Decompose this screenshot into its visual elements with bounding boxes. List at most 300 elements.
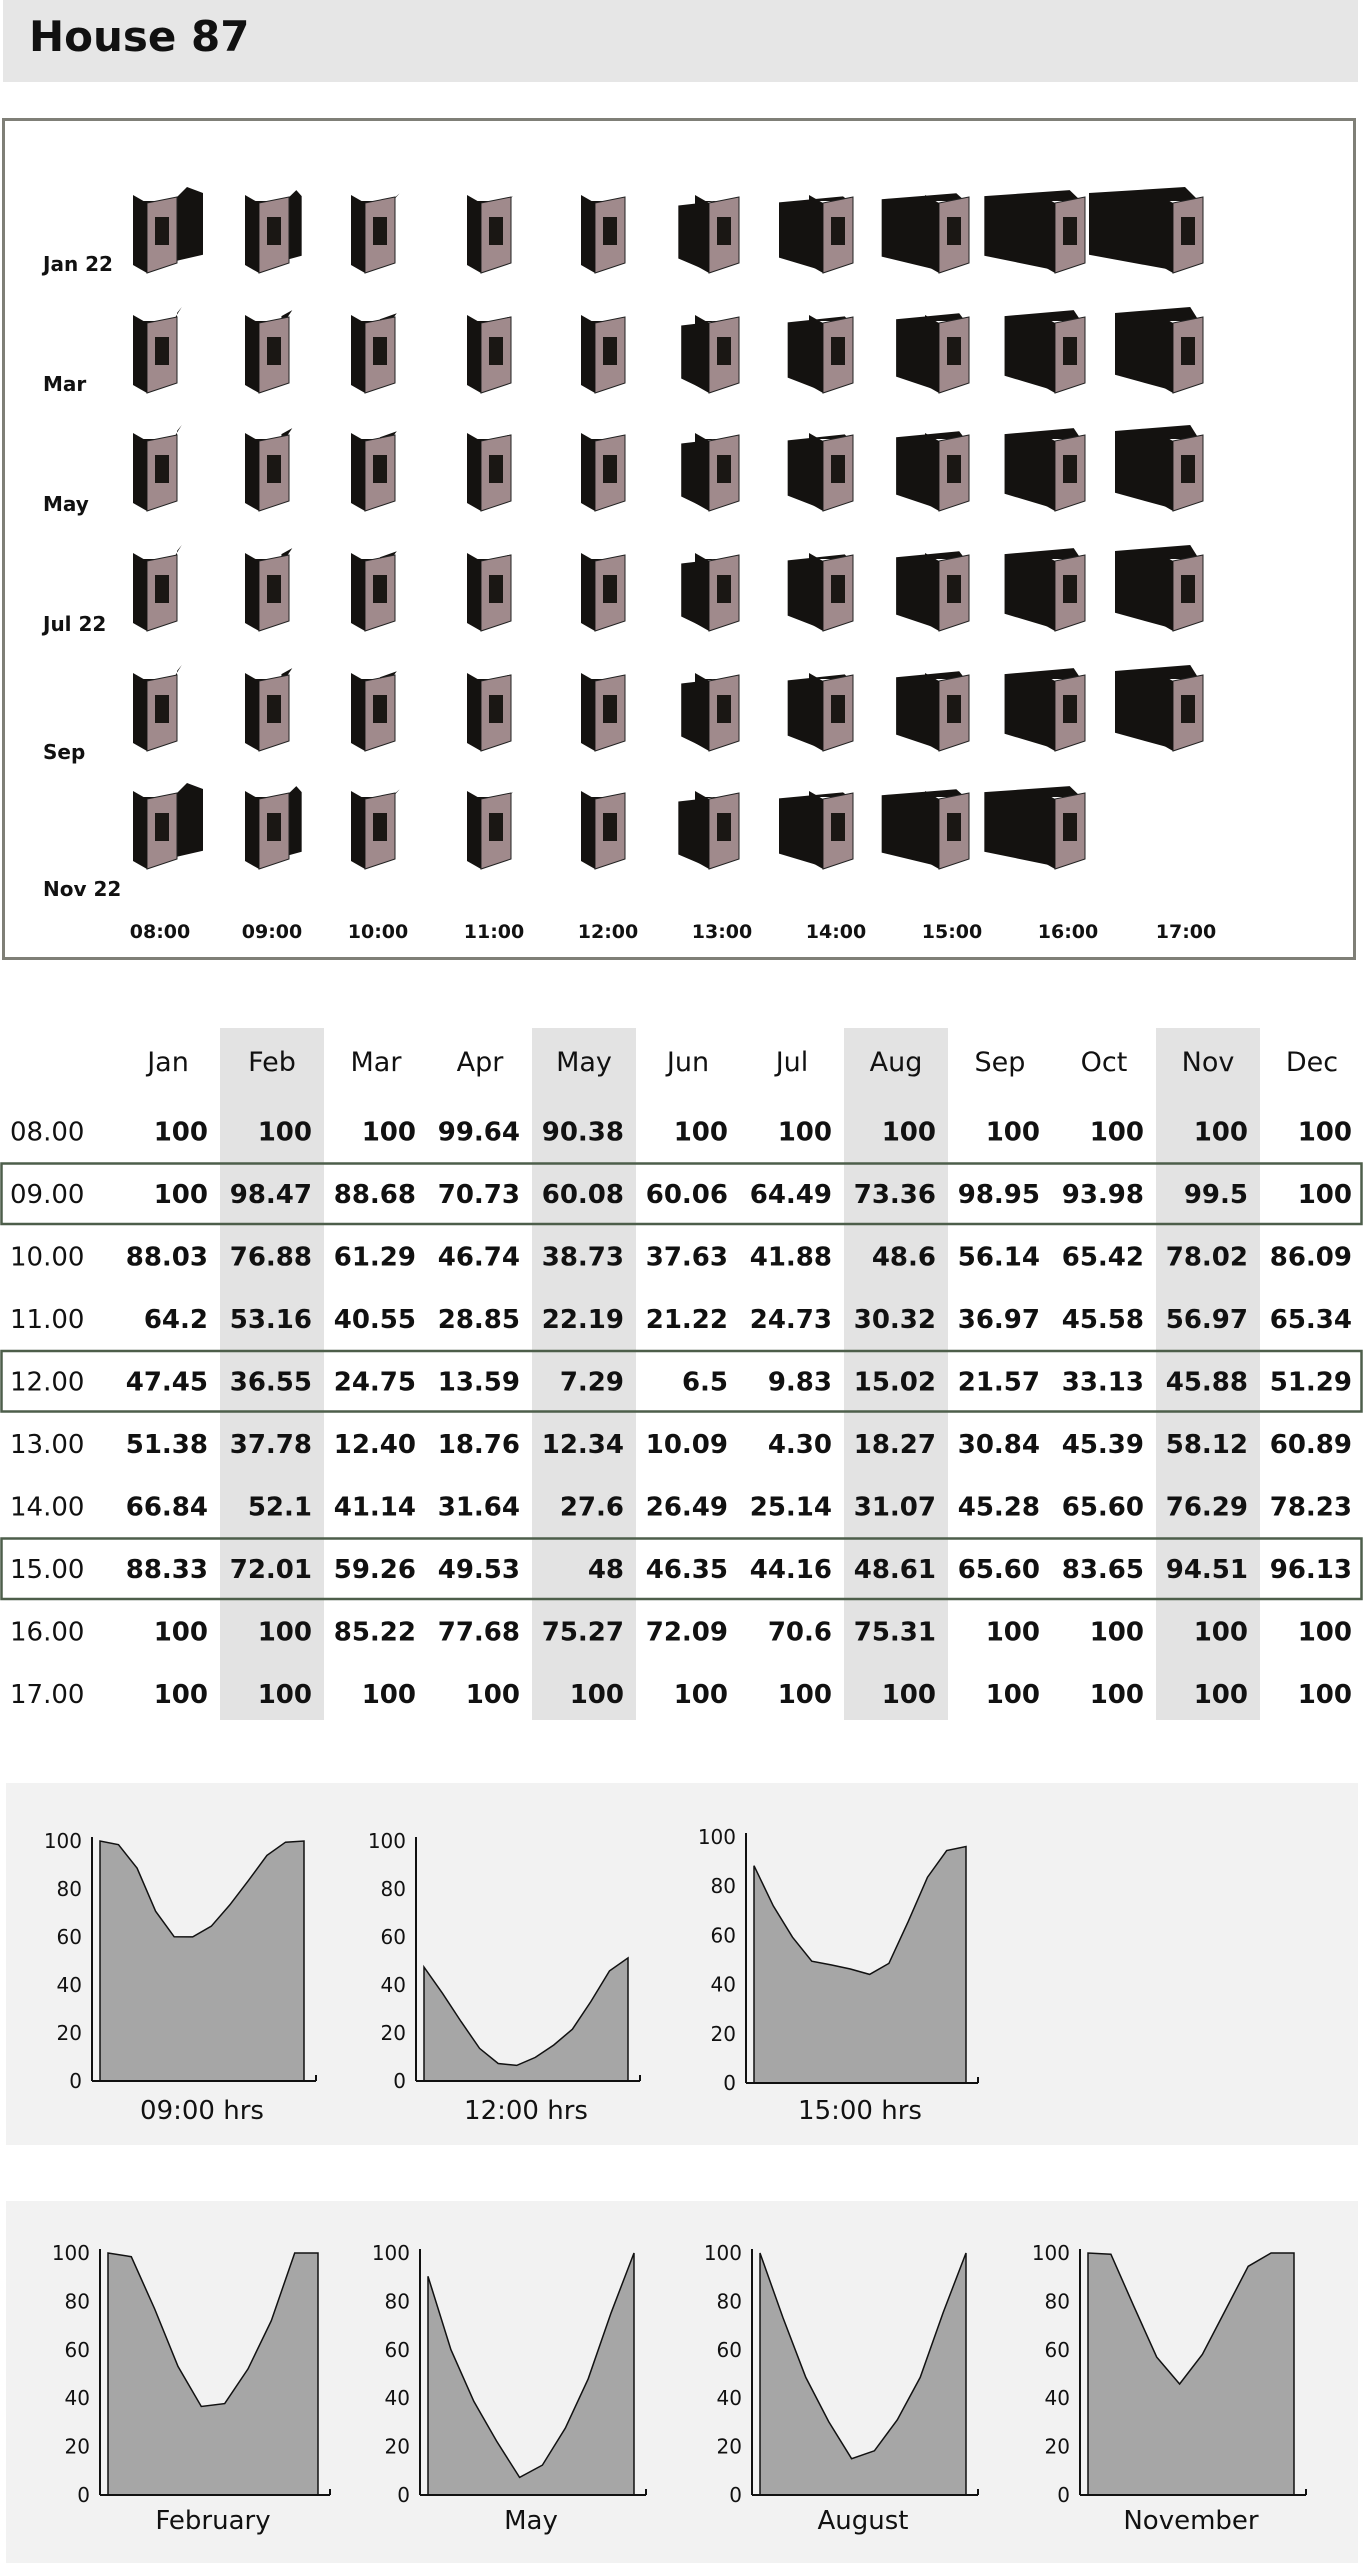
- massing-model: [1115, 545, 1203, 631]
- massing-model: [245, 668, 292, 751]
- house-side: [925, 553, 939, 631]
- massing-model: [882, 789, 969, 869]
- house-side: [809, 433, 823, 511]
- massing-model: [351, 789, 400, 869]
- table-cell: 100: [569, 1679, 624, 1710]
- chart-caption: November: [1123, 2506, 1259, 2536]
- massing-model: [779, 791, 853, 869]
- house-side: [925, 791, 939, 869]
- chart-caption: February: [155, 2506, 271, 2536]
- house-opening: [1181, 217, 1195, 245]
- y-tick-label: 20: [1044, 2434, 1070, 2459]
- time-row-header: 12.00: [10, 1367, 85, 1398]
- table-cell: 88.68: [333, 1179, 416, 1210]
- table-cell: 100: [985, 1617, 1040, 1648]
- table-cell: 26.49: [645, 1492, 728, 1523]
- table-cell: 100: [881, 1117, 936, 1148]
- table-cell: 45.39: [1061, 1429, 1144, 1460]
- massing-model: [581, 673, 625, 751]
- house-opening: [373, 337, 387, 365]
- table-cell: 60.06: [645, 1179, 728, 1210]
- table-cell: 100: [257, 1117, 312, 1148]
- table-cell: 51.29: [1269, 1367, 1352, 1398]
- house-side: [133, 791, 147, 869]
- house-side: [351, 195, 365, 273]
- massing-model: [351, 671, 397, 751]
- table-cell: 30.84: [957, 1429, 1040, 1460]
- table-cell: 78.23: [1269, 1492, 1352, 1523]
- table-cell: 6.5: [681, 1367, 728, 1398]
- time-row-header: 14.00: [10, 1492, 85, 1523]
- massing-model: [351, 193, 400, 273]
- house-opening: [373, 813, 387, 841]
- house-opening: [1181, 337, 1195, 365]
- area-chart: [698, 1825, 978, 2126]
- massing-model: [896, 431, 969, 511]
- table-cell: 40.55: [333, 1304, 416, 1335]
- table-cell: 66.84: [125, 1492, 208, 1523]
- table-cell: 24.75: [333, 1367, 416, 1398]
- y-tick-label: 100: [1031, 2241, 1070, 2265]
- y-tick-label: 80: [716, 2289, 742, 2314]
- y-tick-label: 0: [69, 2069, 82, 2093]
- table-cell: 25.14: [749, 1492, 832, 1523]
- massing-model: [467, 791, 513, 869]
- house-opening: [155, 337, 169, 365]
- shadow-study-grid: [5, 121, 1353, 957]
- house-side: [1041, 433, 1055, 511]
- massing-model: [681, 315, 739, 393]
- massing-model: [467, 195, 513, 273]
- table-cell: 72.09: [645, 1617, 728, 1648]
- month-header: Aug: [869, 1047, 923, 1078]
- table-cell: 52.1: [247, 1492, 312, 1523]
- table-cell: 65.34: [1269, 1304, 1352, 1335]
- month-charts-panel: [6, 2201, 1358, 2563]
- month-header: May: [556, 1047, 612, 1078]
- table-cell: 48.61: [853, 1554, 936, 1585]
- area-chart: [44, 1829, 316, 2126]
- house-side: [695, 195, 709, 273]
- house-opening: [267, 695, 281, 723]
- table-cell: 65.60: [1061, 1492, 1144, 1523]
- massing-model: [788, 433, 853, 511]
- month-header: Jul: [775, 1047, 809, 1078]
- time-row-header: 13.00: [10, 1429, 85, 1460]
- table-cell: 85.22: [333, 1617, 416, 1648]
- y-tick-label: 60: [710, 1923, 736, 1948]
- house-side: [581, 433, 595, 511]
- house-opening: [267, 337, 281, 365]
- table-cell: 41.88: [749, 1242, 832, 1273]
- y-tick-label: 20: [716, 2434, 742, 2459]
- table-cell: 37.78: [229, 1429, 312, 1460]
- house-side: [467, 791, 481, 869]
- chart-caption: August: [817, 2506, 909, 2536]
- area-chart: [372, 2241, 646, 2536]
- table-cell: 4.30: [767, 1429, 832, 1460]
- y-tick-label: 100: [51, 2241, 90, 2265]
- house-side: [1041, 315, 1055, 393]
- table-cell: 48: [587, 1554, 624, 1585]
- table-cell: 49.53: [437, 1554, 520, 1585]
- massing-model: [1005, 428, 1085, 511]
- house-opening: [947, 813, 961, 841]
- table-cell: 100: [673, 1117, 728, 1148]
- house-side: [809, 791, 823, 869]
- house-opening: [603, 217, 617, 245]
- massing-model: [882, 193, 969, 273]
- house-opening: [831, 337, 845, 365]
- time-row-header: 11.00: [10, 1304, 85, 1335]
- table-cell: 38.73: [541, 1242, 624, 1273]
- table-cell: 24.73: [749, 1304, 832, 1335]
- table-cell: 46.74: [437, 1242, 520, 1273]
- shadow-time-label: 13:00: [691, 921, 753, 943]
- y-tick-label: 100: [371, 2241, 410, 2265]
- house-opening: [155, 695, 169, 723]
- massing-model: [581, 433, 625, 511]
- house-side: [809, 315, 823, 393]
- y-tick-label: 80: [384, 2289, 410, 2314]
- y-tick-label: 0: [77, 2483, 90, 2507]
- house-opening: [373, 455, 387, 483]
- table-cell: 72.01: [229, 1554, 312, 1585]
- y-tick-label: 40: [716, 2386, 742, 2411]
- table-cell: 100: [465, 1679, 520, 1710]
- table-cell: 28.85: [437, 1304, 520, 1335]
- table-cell: 36.97: [957, 1304, 1040, 1335]
- table-cell: 100: [1297, 1179, 1352, 1210]
- y-tick-label: 100: [367, 1829, 406, 1853]
- house-opening: [489, 337, 503, 365]
- table-cell: 86.09: [1269, 1242, 1352, 1273]
- house-side: [467, 553, 481, 631]
- table-cell: 94.51: [1165, 1554, 1248, 1585]
- house-side: [351, 791, 365, 869]
- table-cell: 100: [1297, 1679, 1352, 1710]
- house-opening: [831, 217, 845, 245]
- house-side: [467, 673, 481, 751]
- table-cell: 93.98: [1061, 1179, 1144, 1210]
- massing-model: [133, 783, 203, 869]
- house-side: [809, 553, 823, 631]
- table-cell: 90.38: [541, 1117, 624, 1148]
- house-side: [351, 673, 365, 751]
- massing-model: [467, 433, 511, 511]
- y-tick-label: 100: [697, 1825, 736, 1849]
- time-charts: [6, 1783, 1358, 2145]
- shadow-row-label: Mar: [43, 372, 87, 396]
- chart-caption: 12:00 hrs: [464, 2096, 588, 2126]
- house-side: [245, 195, 259, 273]
- area-chart: [704, 2241, 978, 2536]
- house-side: [133, 553, 147, 631]
- y-tick-label: 0: [723, 2071, 736, 2095]
- house-opening: [947, 455, 961, 483]
- house-opening: [489, 695, 503, 723]
- y-tick-label: 0: [393, 2069, 406, 2093]
- y-tick-label: 20: [380, 2021, 406, 2045]
- chart-caption: 15:00 hrs: [798, 2096, 922, 2126]
- table-cell: 45.88: [1165, 1367, 1248, 1398]
- massing-model: [984, 786, 1085, 869]
- house-opening: [717, 813, 731, 841]
- massing-model: [788, 315, 853, 393]
- house-opening: [373, 575, 387, 603]
- table-cell: 100: [985, 1679, 1040, 1710]
- massing-model: [581, 315, 625, 393]
- shadow-time-label: 12:00: [577, 921, 639, 943]
- shadow-row-label: May: [43, 492, 89, 516]
- house-side: [695, 791, 709, 869]
- shadow-study-panel: [2, 118, 1356, 960]
- table-cell: 13.59: [437, 1367, 520, 1398]
- massing-model: [788, 553, 853, 631]
- table-cell: 60.89: [1269, 1429, 1352, 1460]
- table-cell: 61.29: [333, 1242, 416, 1273]
- house-opening: [717, 695, 731, 723]
- table-cell: 100: [777, 1679, 832, 1710]
- house-side: [809, 195, 823, 273]
- table-cell: 64.49: [749, 1179, 832, 1210]
- table-cell: 100: [1193, 1679, 1248, 1710]
- house-side: [1041, 791, 1055, 869]
- massing-model: [1115, 425, 1203, 511]
- y-tick-label: 0: [729, 2483, 742, 2507]
- house-opening: [1063, 695, 1077, 723]
- y-tick-label: 80: [64, 2289, 90, 2314]
- y-tick-label: 80: [1044, 2289, 1070, 2314]
- massing-model: [245, 786, 302, 869]
- massing-model: [467, 673, 511, 751]
- time-row-header: 15.00: [10, 1554, 85, 1585]
- y-tick-label: 80: [380, 1877, 406, 1901]
- house-opening: [489, 455, 503, 483]
- time-row-header: 16.00: [10, 1617, 85, 1648]
- table-cell: 64.2: [143, 1304, 208, 1335]
- title-bar: [3, 0, 1358, 82]
- house-opening: [947, 217, 961, 245]
- house-opening: [373, 217, 387, 245]
- house-opening: [603, 575, 617, 603]
- time-row-header: 10.00: [10, 1242, 85, 1273]
- house-opening: [717, 455, 731, 483]
- house-opening: [831, 695, 845, 723]
- area-chart: [1032, 2241, 1306, 2536]
- y-tick-label: 80: [710, 1874, 736, 1899]
- table-cell: 100: [1089, 1117, 1144, 1148]
- shadow-row-label: Jan 22: [43, 252, 113, 276]
- house-side: [925, 673, 939, 751]
- table-cell: 51.38: [125, 1429, 208, 1460]
- table-cell: 100: [1193, 1117, 1248, 1148]
- house-opening: [1063, 813, 1077, 841]
- house-opening: [831, 455, 845, 483]
- house-side: [351, 433, 365, 511]
- house-opening: [831, 575, 845, 603]
- house-side: [133, 673, 147, 751]
- table-cell: 65.42: [1061, 1242, 1144, 1273]
- house-opening: [155, 455, 169, 483]
- table-cell: 100: [881, 1679, 936, 1710]
- table-cell: 47.45: [125, 1367, 208, 1398]
- house-side: [695, 553, 709, 631]
- area-chart: [52, 2241, 330, 2536]
- area-chart: [368, 1829, 640, 2126]
- table-cell: 70.73: [437, 1179, 520, 1210]
- house-opening: [155, 217, 169, 245]
- table-cell: 53.16: [229, 1304, 312, 1335]
- y-tick-label: 60: [716, 2337, 742, 2362]
- house-side: [695, 433, 709, 511]
- house-opening: [1063, 575, 1077, 603]
- house-opening: [489, 575, 503, 603]
- house-side: [245, 553, 259, 631]
- house-side: [1159, 315, 1173, 393]
- house-opening: [155, 813, 169, 841]
- table-cell: 98.95: [957, 1179, 1040, 1210]
- month-header: Oct: [1080, 1047, 1128, 1078]
- house-opening: [1181, 695, 1195, 723]
- area-series: [754, 1847, 966, 2084]
- y-tick-label: 40: [56, 1973, 82, 1997]
- massing-model: [896, 551, 969, 631]
- y-tick-label: 60: [384, 2337, 410, 2362]
- y-tick-label: 40: [64, 2386, 90, 2411]
- table-cell: 88.03: [125, 1242, 208, 1273]
- table-cell: 100: [1297, 1117, 1352, 1148]
- massing-model: [133, 187, 203, 273]
- table-cell: 37.63: [645, 1242, 728, 1273]
- table-cell: 100: [153, 1617, 208, 1648]
- table-cell: 21.57: [957, 1367, 1040, 1398]
- area-series: [100, 1841, 304, 2081]
- y-tick-label: 40: [380, 1973, 406, 1997]
- table-cell: 76.88: [229, 1242, 312, 1273]
- house-opening: [1063, 337, 1077, 365]
- table-cell: 100: [153, 1679, 208, 1710]
- massing-model: [678, 195, 739, 273]
- massing-model: [133, 425, 182, 511]
- month-header: Mar: [350, 1047, 402, 1078]
- table-cell: 56.14: [957, 1242, 1040, 1273]
- house-side: [809, 673, 823, 751]
- house-side: [1041, 673, 1055, 751]
- house-opening: [603, 337, 617, 365]
- shadow-time-label: 11:00: [463, 921, 525, 943]
- massing-model: [1005, 668, 1085, 751]
- massing-model: [245, 548, 292, 631]
- house-side: [245, 433, 259, 511]
- table-cell: 100: [153, 1179, 208, 1210]
- shadow-row-label: Nov 22: [43, 877, 122, 901]
- house-opening: [267, 575, 281, 603]
- table-cell: 98.47: [229, 1179, 312, 1210]
- house-opening: [1063, 455, 1077, 483]
- y-tick-label: 0: [1057, 2483, 1070, 2507]
- table-cell: 100: [985, 1117, 1040, 1148]
- house-side: [245, 791, 259, 869]
- table-cell: 77.68: [437, 1617, 520, 1648]
- table-cell: 21.22: [645, 1304, 728, 1335]
- table-cell: 75.31: [853, 1617, 936, 1648]
- massing-model: [581, 791, 625, 869]
- month-header: Apr: [456, 1047, 504, 1078]
- house-side: [1041, 195, 1055, 273]
- table-cell: 60.08: [541, 1179, 624, 1210]
- table-cell: 7.29: [559, 1367, 624, 1398]
- massing-model: [1115, 665, 1203, 751]
- house-side: [467, 195, 481, 273]
- massing-model: [245, 190, 302, 273]
- y-tick-label: 40: [1044, 2386, 1070, 2411]
- house-opening: [267, 455, 281, 483]
- table-cell: 78.02: [1165, 1242, 1248, 1273]
- house-side: [695, 315, 709, 393]
- area-series: [424, 1958, 628, 2081]
- massing-model: [896, 671, 969, 751]
- y-tick-label: 60: [1044, 2337, 1070, 2362]
- table-cell: 22.19: [541, 1304, 624, 1335]
- house-opening: [155, 575, 169, 603]
- table-cell: 75.27: [541, 1617, 624, 1648]
- time-row-header: 17.00: [10, 1679, 85, 1710]
- shadow-time-label: 09:00: [241, 921, 303, 943]
- y-tick-label: 100: [43, 1829, 82, 1853]
- table-cell: 30.32: [853, 1304, 936, 1335]
- table-cell: 88.33: [125, 1554, 208, 1585]
- table-cell: 100: [777, 1117, 832, 1148]
- y-tick-label: 20: [384, 2434, 410, 2459]
- table-cell: 9.83: [767, 1367, 832, 1398]
- page-title: House 87: [29, 12, 250, 61]
- massing-model: [1005, 310, 1085, 393]
- y-tick-label: 60: [380, 1925, 406, 1949]
- house-side: [133, 433, 147, 511]
- table-cell: 31.64: [437, 1492, 520, 1523]
- massing-model: [351, 431, 397, 511]
- y-tick-label: 60: [64, 2337, 90, 2362]
- table-cell: 96.13: [1269, 1554, 1352, 1585]
- massing-model: [133, 665, 182, 751]
- house-opening: [1181, 575, 1195, 603]
- house-side: [1159, 195, 1173, 273]
- table-cell: 70.6: [767, 1617, 832, 1648]
- table-cell: 83.65: [1061, 1554, 1144, 1585]
- house-opening: [489, 813, 503, 841]
- house-side: [133, 315, 147, 393]
- house-side: [925, 433, 939, 511]
- area-series: [1088, 2253, 1294, 2495]
- massing-model: [133, 545, 182, 631]
- massing-model: [779, 195, 853, 273]
- house-side: [581, 195, 595, 273]
- house-opening: [831, 813, 845, 841]
- chart-caption: May: [504, 2506, 558, 2536]
- month-charts: [6, 2201, 1358, 2563]
- y-tick-label: 40: [710, 1972, 736, 1997]
- table-cell: 100: [153, 1117, 208, 1148]
- shadow-time-label: 15:00: [921, 921, 983, 943]
- house-opening: [267, 217, 281, 245]
- house-side: [581, 791, 595, 869]
- y-tick-label: 60: [56, 1925, 82, 1949]
- time-charts-panel: [6, 1783, 1358, 2145]
- massing-model: [581, 553, 625, 631]
- table-cell: 12.40: [333, 1429, 416, 1460]
- table-cell: 100: [1193, 1617, 1248, 1648]
